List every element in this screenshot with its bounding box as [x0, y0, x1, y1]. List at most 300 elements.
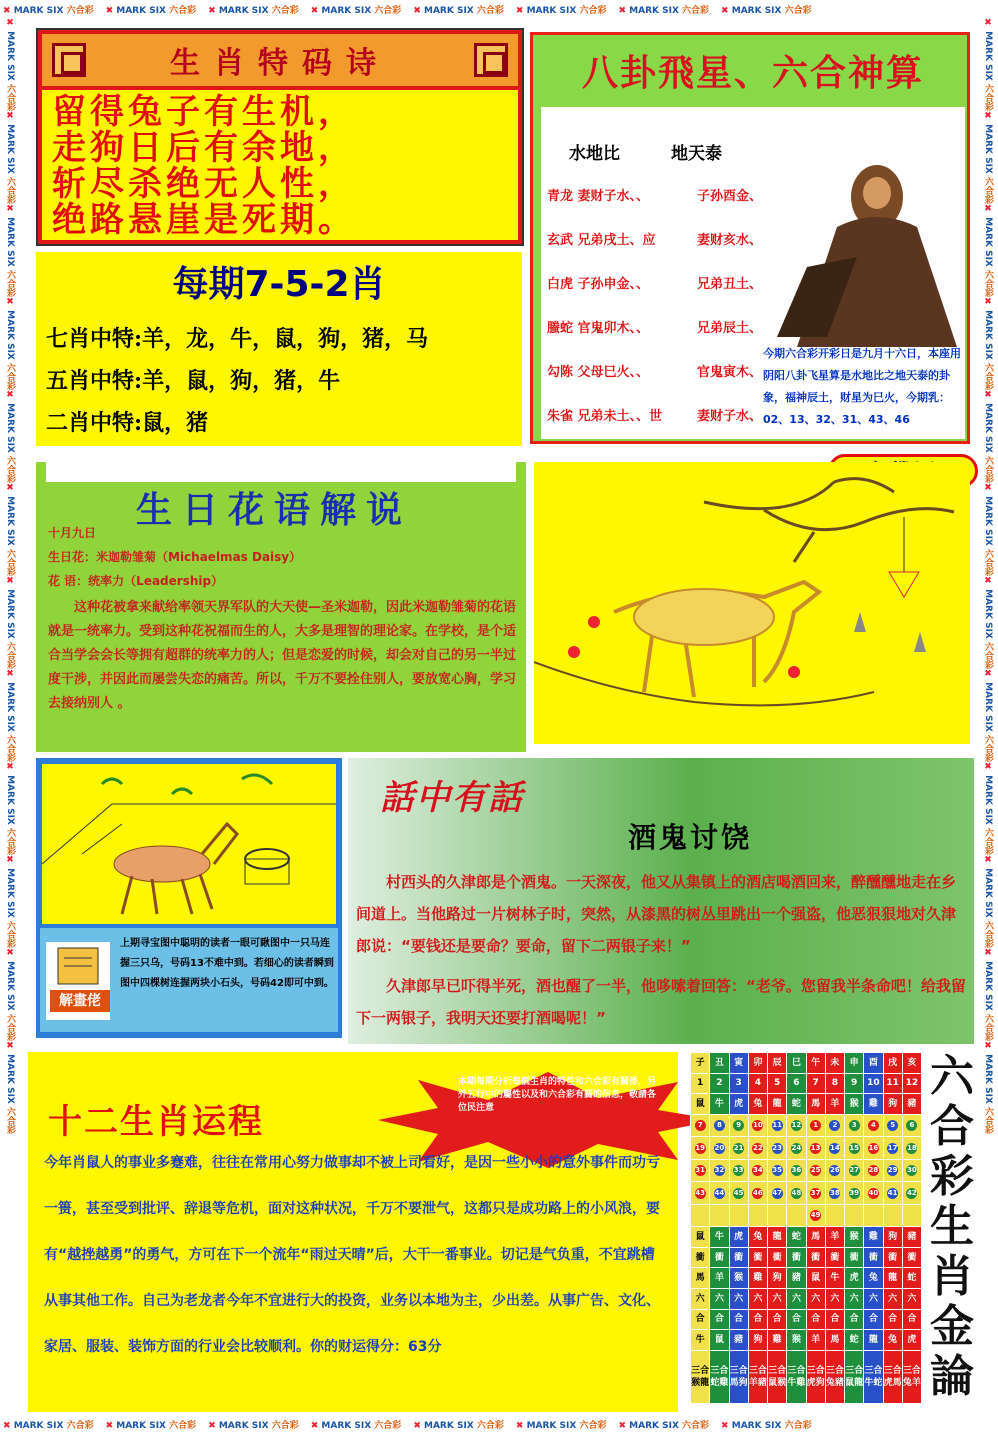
zodiac-cell: 三合鼠猴 — [768, 1351, 787, 1404]
zodiac-row — [691, 1053, 922, 1074]
zodiac-cell: 合 — [902, 1309, 921, 1330]
gua-row-left: 螣蛇 官鬼卯木、、 — [547, 321, 650, 336]
cross-icon: ✖ — [983, 111, 993, 125]
lottery-text: 六合彩 — [682, 1420, 710, 1431]
zodiac-cell: 1 — [691, 1073, 710, 1094]
zodiac-poem-panel — [36, 28, 524, 246]
zodiac-cell: 亥 — [902, 1053, 921, 1074]
cross-icon: ✖ — [5, 111, 15, 125]
zodiac-cell: 牛 — [710, 1094, 729, 1115]
zodiac-cell: 羊 — [825, 1227, 844, 1248]
mark-six-text: MARK SIX — [983, 682, 993, 736]
border-mark — [413, 1418, 504, 1431]
lottery-text: 六合彩 — [784, 1420, 812, 1431]
border-mark — [982, 390, 995, 483]
lottery-text: 六合彩 — [271, 5, 299, 16]
zodiac-cell: 虎 — [729, 1094, 748, 1115]
zodiac-cell: 豬 — [902, 1227, 921, 1248]
zodiac-cell: 7 — [806, 1073, 825, 1094]
ball-number: 4 — [868, 1120, 879, 1131]
mark-six-text: MARK SIX — [526, 1420, 580, 1431]
border-mark — [4, 111, 17, 204]
zodiac-cell — [729, 1114, 748, 1136]
zodiac-row — [691, 1351, 922, 1404]
mark-six-text: MARK SIX — [983, 31, 993, 85]
zodiac-cell: 衝 — [691, 1247, 710, 1268]
zodiac-cell: 虎 — [729, 1227, 748, 1248]
right-border — [978, 18, 998, 1415]
ball-number: 37 — [810, 1188, 821, 1197]
lottery-text: 六合彩 — [983, 735, 993, 763]
cross-icon: ✖ — [983, 1041, 993, 1055]
story-title: 酒鬼讨饶 — [628, 821, 753, 854]
puzzle-caption — [40, 928, 338, 1032]
ball-number: 38 — [830, 1188, 840, 1197]
lottery-text: 六合彩 — [5, 642, 15, 670]
border-mark — [311, 3, 402, 16]
ball-number: 41 — [887, 1188, 898, 1197]
zodiac-cell: 虎 — [902, 1330, 921, 1351]
ball-number: 8 — [714, 1120, 725, 1131]
gua-row — [547, 229, 763, 248]
lottery-text: 六合彩 — [682, 5, 710, 16]
lottery-text: 六合彩 — [983, 84, 993, 112]
zodiac-cell: 兔 — [748, 1094, 767, 1115]
zodiac-cell — [729, 1159, 748, 1181]
zodiac-cell: 猴 — [845, 1227, 864, 1248]
gua-left: 水地比 — [569, 144, 620, 164]
weekly-picks-panel — [36, 252, 522, 446]
ball-number: 26 — [830, 1166, 840, 1175]
mark-six-text: MARK SIX — [526, 5, 580, 16]
zodiac-cell: 卯 — [748, 1053, 767, 1074]
ball-number: 31 — [695, 1166, 705, 1175]
poem-line: 绝路悬崖是死期。 — [52, 200, 356, 240]
ball-number: 21 — [733, 1143, 744, 1152]
story-paragraph: 久津郎早已吓得半死，酒也醒了一半，他哆嗦着回答：“老爷。您留我半条命吧！给我留下一两银子，我明天还要打酒喝呢！” — [356, 977, 966, 1027]
zodiac-cell — [902, 1137, 921, 1159]
mark-six-text: MARK SIX — [13, 1420, 67, 1431]
zodiac-cell — [845, 1204, 864, 1226]
zodiac-cell: 兔 — [864, 1268, 883, 1289]
ball-number: 5 — [887, 1120, 898, 1131]
zodiac-cell: 合 — [768, 1309, 787, 1330]
ball-number: 1 — [810, 1120, 821, 1131]
ball-number: 23 — [772, 1143, 782, 1152]
zodiac-cell: 10 — [864, 1073, 883, 1094]
cross-icon: ✖ — [310, 5, 322, 16]
ball-number: 39 — [849, 1188, 859, 1197]
fortune-title: 十二生肖运程 — [48, 1102, 264, 1142]
ball-number: 33 — [733, 1166, 744, 1175]
zodiac-cell: 六 — [806, 1289, 825, 1310]
zodiac-cell — [748, 1159, 767, 1181]
zodiac-cell — [825, 1137, 844, 1159]
mark-six-text: MARK SIX — [731, 1420, 785, 1431]
seven-zodiac-line: 七肖中特:羊，龙，牛，鼠，狗，猪，马 — [46, 326, 429, 352]
zodiac-cell: 4 — [748, 1073, 767, 1094]
ball-number: 46 — [753, 1188, 763, 1197]
mark-six-text: MARK SIX — [983, 124, 993, 178]
cross-icon: ✖ — [208, 5, 219, 16]
lottery-text: 六合彩 — [476, 5, 504, 16]
poem-title-bar — [42, 34, 518, 86]
lottery-text: 六合彩 — [983, 270, 993, 298]
fortune-body: 今年肖鼠人的事业多蹇难，往往在常用心努力做事却不被上司看好，是因一些小小的意外事件而功亏一篑，甚至受到批评、辞退等危机，面对这种状况，千万不要泄气，这都只是成功路上的小风浪，要有“越挫越勇”的勇气，方可在下一个流年“雨过天晴”后，大干一番事业。切记是气负重，不宜跳槽从事其他工作。自己为老龙者今年不宜进行大的投资，业务以本地为主，少出差。从事广告、文化、家居、服装、装饰方面的行业会比较顺利。你的财运得分：63分 — [44, 1155, 660, 1355]
border-mark — [3, 3, 94, 16]
mark-six-text: MARK SIX — [983, 1054, 993, 1108]
ball-number: 12 — [791, 1121, 802, 1130]
zodiac-cell: 合 — [710, 1309, 729, 1330]
zodiac-cell: 3 — [729, 1073, 748, 1094]
cross-icon: ✖ — [983, 297, 993, 311]
mark-six-text: MARK SIX — [5, 124, 15, 178]
zodiac-cell: 合 — [864, 1309, 883, 1330]
zodiac-cell — [691, 1114, 710, 1136]
mark-six-text: MARK SIX — [321, 5, 375, 16]
zodiac-cell: 合 — [748, 1309, 767, 1330]
flower-meaning: 花 语：统率力（Leadership） — [48, 574, 224, 588]
cross-icon: ✖ — [5, 669, 15, 683]
cross-icon: ✖ — [983, 669, 993, 683]
zodiac-cell: 猴 — [787, 1330, 806, 1351]
zodiac-cell: 12 — [902, 1073, 921, 1094]
zodiac-cell — [787, 1182, 806, 1204]
zodiac-cell — [768, 1159, 787, 1181]
zodiac-row — [691, 1204, 922, 1226]
zodiac-cell: 衝 — [806, 1247, 825, 1268]
poem-line: 留得兔子有生机， — [52, 92, 356, 132]
mark-six-text: MARK SIX — [983, 775, 993, 829]
cross-icon: ✖ — [983, 576, 993, 590]
zodiac-cell — [883, 1204, 902, 1226]
ball-number: 10 — [753, 1121, 763, 1130]
story-tag: 話中有話 — [380, 778, 524, 818]
zodiac-cell: 龍 — [864, 1330, 883, 1351]
border-mark — [721, 3, 812, 16]
border-mark — [982, 18, 995, 111]
zodiac-cell — [864, 1137, 883, 1159]
lottery-text: 六合彩 — [579, 5, 607, 16]
zodiac-cell: 戌 — [883, 1053, 902, 1074]
ball-number: 17 — [887, 1143, 898, 1152]
lottery-text: 六合彩 — [983, 1107, 993, 1135]
mark-six-text: MARK SIX — [5, 682, 15, 736]
ball-number: 7 — [695, 1120, 706, 1131]
zodiac-cell: 馬 — [691, 1268, 710, 1289]
weekly-heading: 每期7-5-2肖 — [172, 264, 386, 305]
zodiac-cell: 狗 — [883, 1094, 902, 1115]
ball-number: 48 — [791, 1188, 802, 1197]
top-border — [0, 0, 998, 18]
zodiac-cell — [845, 1182, 864, 1204]
zodiac-cell — [729, 1204, 748, 1226]
zodiac-cell — [787, 1137, 806, 1159]
border-mark — [4, 669, 17, 762]
zodiac-cell: 巳 — [787, 1053, 806, 1074]
poem-title: 生肖特码诗 — [170, 46, 390, 81]
lottery-text: 六合彩 — [983, 828, 993, 856]
border-mark — [4, 576, 17, 669]
zodiac-cell: 六 — [825, 1289, 844, 1310]
cross-icon: ✖ — [515, 5, 527, 16]
ball-number: 49 — [810, 1211, 821, 1219]
mark-six-text: MARK SIX — [5, 310, 15, 364]
ball-number: 24 — [791, 1143, 802, 1152]
border-mark — [982, 1041, 995, 1134]
gua-row — [547, 185, 763, 204]
zodiac-cell: 鼠 — [806, 1268, 825, 1289]
zodiac-cell — [748, 1114, 767, 1136]
bagua-title: 八卦飛星、六合神算 — [581, 52, 924, 94]
zodiac-cell: 衝 — [787, 1247, 806, 1268]
ball-number: 40 — [868, 1188, 879, 1197]
zodiac-cell — [845, 1137, 864, 1159]
zodiac-cell — [691, 1182, 710, 1204]
zodiac-cell — [768, 1204, 787, 1226]
mark-six-text: MARK SIX — [983, 961, 993, 1015]
zodiac-cell — [748, 1137, 767, 1159]
zodiac-cell: 牛 — [825, 1268, 844, 1289]
ball-number: 44 — [714, 1188, 725, 1197]
zodiac-cell: 牛 — [710, 1227, 729, 1248]
ball-number: 9 — [733, 1120, 744, 1131]
ball-number: 22 — [753, 1143, 763, 1152]
flower-name: 生日花：米迦勒雏菊（Michaelmas Daisy） — [48, 550, 302, 564]
cross-icon: ✖ — [5, 948, 15, 962]
zodiac-cell: 9 — [845, 1073, 864, 1094]
gua-row-left: 勾陈 父母巳火、、 — [547, 365, 650, 380]
zodiac-cell — [787, 1204, 806, 1226]
cross-icon: ✖ — [618, 1420, 630, 1431]
cross-icon: ✖ — [5, 483, 15, 497]
zodiac-row — [691, 1330, 922, 1351]
notebook-icon — [46, 942, 110, 990]
lottery-text: 六合彩 — [983, 363, 993, 391]
lottery-text: 六合彩 — [5, 363, 15, 391]
zodiac-cell — [729, 1182, 748, 1204]
zodiac-cell: 雞 — [864, 1227, 883, 1248]
mark-six-text: MARK SIX — [983, 496, 993, 550]
zodiac-cell: 蛇 — [787, 1227, 806, 1248]
cross-icon: ✖ — [983, 204, 993, 218]
zodiac-cell: 三合馬狗 — [729, 1351, 748, 1404]
cross-icon: ✖ — [208, 1420, 219, 1431]
border-mark — [982, 111, 995, 204]
ball-number: 13 — [810, 1143, 821, 1152]
zodiac-cell: 豬 — [729, 1330, 748, 1351]
border-mark — [982, 855, 995, 948]
ball-number: 16 — [868, 1143, 879, 1152]
zodiac-cell: 雞 — [768, 1330, 787, 1351]
lottery-text: 六合彩 — [66, 1420, 94, 1431]
cross-icon: ✖ — [983, 855, 993, 869]
ball-number: 3 — [849, 1120, 860, 1131]
zodiac-cell: 8 — [825, 1073, 844, 1094]
mark-six-text: MARK SIX — [983, 868, 993, 922]
zodiac-cell: 狗 — [768, 1268, 787, 1289]
gua-right: 地天泰 — [671, 144, 722, 164]
zodiac-cell — [864, 1114, 883, 1136]
ball-number: 28 — [868, 1166, 879, 1175]
zodiac-cell — [768, 1182, 787, 1204]
zodiac-cell: 六 — [845, 1289, 864, 1310]
zodiac-cell: 衝 — [825, 1247, 844, 1268]
zodiac-cell — [787, 1114, 806, 1136]
ball-number: 30 — [907, 1166, 917, 1175]
mark-six-text: MARK SIX — [13, 5, 67, 16]
zodiac-cell: 衝 — [768, 1247, 787, 1268]
bagua-panel — [530, 32, 970, 444]
mark-six-text: MARK SIX — [5, 961, 15, 1015]
border-mark — [516, 3, 607, 16]
cross-icon: ✖ — [983, 390, 993, 404]
zodiac-cell — [825, 1159, 844, 1181]
lottery-text: 六合彩 — [5, 456, 15, 484]
zodiac-cell: 六 — [748, 1289, 767, 1310]
zodiac-table — [690, 1052, 922, 1404]
horse-image — [42, 764, 336, 924]
zodiac-cell — [768, 1137, 787, 1159]
zodiac-cell: 狗 — [748, 1330, 767, 1351]
border-mark — [982, 762, 995, 855]
zodiac-cell — [806, 1114, 825, 1136]
mark-six-text: MARK SIX — [218, 5, 272, 16]
story-panel — [348, 758, 974, 1044]
mark-six-text: MARK SIX — [983, 589, 993, 643]
cross-icon: ✖ — [5, 762, 15, 776]
leopard-image — [534, 462, 970, 744]
zodiac-cell: 羊 — [806, 1330, 825, 1351]
bottom-border — [0, 1415, 998, 1433]
ball-number: 42 — [907, 1188, 917, 1197]
poem-line: 斩尽杀绝无人性， — [52, 164, 356, 204]
zodiac-cell: 衝 — [902, 1247, 921, 1268]
border-mark — [982, 948, 995, 1041]
frame-icon — [52, 43, 86, 77]
cross-icon: ✖ — [3, 5, 14, 16]
zodiac-cell — [806, 1182, 825, 1204]
cross-icon: ✖ — [5, 576, 15, 590]
zodiac-cell: 三合羊豬 — [748, 1351, 767, 1404]
zodiac-cell — [710, 1137, 729, 1159]
zodiac-cell — [710, 1114, 729, 1136]
lottery-text: 六合彩 — [66, 5, 94, 16]
gua-row-left: 朱雀 兄弟未土、、世 — [547, 409, 663, 424]
zodiac-cell: 未 — [825, 1053, 844, 1074]
gua-row-left: 白虎 子孙申金、、 — [547, 277, 650, 292]
vertical-title: 六合彩生肖金論 — [930, 1051, 974, 1402]
lottery-text: 六合彩 — [5, 735, 15, 763]
ball-number: 43 — [695, 1188, 705, 1197]
zodiac-row — [691, 1094, 922, 1115]
zodiac-cell: 馬 — [825, 1330, 844, 1351]
zodiac-cell: 雞 — [864, 1094, 883, 1115]
mark-six-text: MARK SIX — [5, 496, 15, 550]
cross-icon: ✖ — [721, 5, 732, 16]
zodiac-cell — [864, 1159, 883, 1181]
border-mark — [4, 18, 17, 111]
zodiac-cell: 三合猴龍 — [691, 1351, 710, 1404]
zodiac-cell: 子 — [691, 1053, 710, 1074]
border-mark — [4, 1041, 17, 1134]
mark-six-text: MARK SIX — [731, 5, 785, 16]
border-mark — [4, 948, 17, 1041]
zodiac-cell: 合 — [787, 1309, 806, 1330]
lottery-text: 六合彩 — [271, 1420, 299, 1431]
zodiac-cell — [806, 1204, 825, 1226]
zodiac-row — [691, 1159, 922, 1181]
zodiac-row — [691, 1289, 922, 1310]
zodiac-row — [691, 1073, 922, 1094]
zodiac-cell — [902, 1204, 921, 1226]
border-mark — [982, 576, 995, 669]
cross-icon: ✖ — [3, 1420, 14, 1431]
zodiac-cell — [902, 1114, 921, 1136]
zodiac-cell: 2 — [710, 1073, 729, 1094]
story-paragraph: 村西头的久津郎是个酒鬼。一天深夜，他又从集镇上的酒店喝酒回来，醉醺醺地走在乡间道上。当他路过一片树林子时，突然，从漆黑的树丛里跳出一个强盗，他恶狠狠地对久津郎说：“要钱还是要命？要命，留下二两银子来！” — [356, 873, 957, 955]
border-mark — [106, 1418, 197, 1431]
mark-six-text: MARK SIX — [218, 1420, 272, 1431]
two-zodiac-line: 二肖中特:鼠，猪 — [46, 410, 209, 436]
zodiac-cell — [710, 1159, 729, 1181]
lottery-text: 六合彩 — [374, 1420, 402, 1431]
zodiac-cell: 三合鼠龍 — [845, 1351, 864, 1404]
poem-lines — [42, 90, 518, 240]
ball-number: 20 — [714, 1143, 725, 1152]
starburst-text: 本期每期分析每個生肖的特性和六合彩有關係，另外五行中的屬性以及和六合彩有關的信息，敬請各位民注意 — [458, 1077, 657, 1113]
zodiac-cell: 龍 — [883, 1268, 902, 1289]
gua-row — [547, 317, 763, 336]
cross-icon: ✖ — [983, 483, 993, 497]
cross-icon: ✖ — [5, 204, 15, 218]
zodiac-cell — [806, 1159, 825, 1181]
zodiac-cell: 龍 — [768, 1094, 787, 1115]
zodiac-cell — [883, 1137, 902, 1159]
cross-icon: ✖ — [5, 390, 15, 404]
cross-icon: ✖ — [721, 1420, 732, 1431]
zodiac-cell — [825, 1182, 844, 1204]
border-mark — [4, 204, 17, 297]
lottery-text: 六合彩 — [983, 549, 993, 577]
mark-six-text: MARK SIX — [629, 1420, 683, 1431]
zodiac-cell — [787, 1159, 806, 1181]
zodiac-cell: 六 — [729, 1289, 748, 1310]
lottery-text: 六合彩 — [5, 177, 15, 205]
zodiac-cell: 11 — [883, 1073, 902, 1094]
zodiac-cell: 兔 — [748, 1227, 767, 1248]
mark-six-text: MARK SIX — [321, 1420, 375, 1431]
border-mark — [721, 1418, 812, 1431]
border-mark — [311, 1418, 402, 1431]
zodiac-cell: 三合虎狗 — [806, 1351, 825, 1404]
gua-row-right: 妻财子水、 — [697, 409, 763, 424]
mark-six-text: MARK SIX — [983, 310, 993, 364]
left-border — [0, 18, 20, 1415]
gua-row-right: 兄弟辰土、 — [697, 321, 763, 336]
ball-number: 6 — [906, 1120, 917, 1131]
zodiac-cell: 6 — [787, 1073, 806, 1094]
zodiac-cell: 龍 — [768, 1227, 787, 1248]
border-mark — [982, 204, 995, 297]
zodiac-cell — [845, 1114, 864, 1136]
border-mark — [106, 3, 197, 16]
zodiac-cell: 衝 — [710, 1247, 729, 1268]
ball-number: 45 — [733, 1188, 744, 1197]
lottery-text: 六合彩 — [983, 177, 993, 205]
lottery-text: 六合彩 — [169, 1420, 197, 1431]
ball-number: 11 — [772, 1121, 782, 1130]
